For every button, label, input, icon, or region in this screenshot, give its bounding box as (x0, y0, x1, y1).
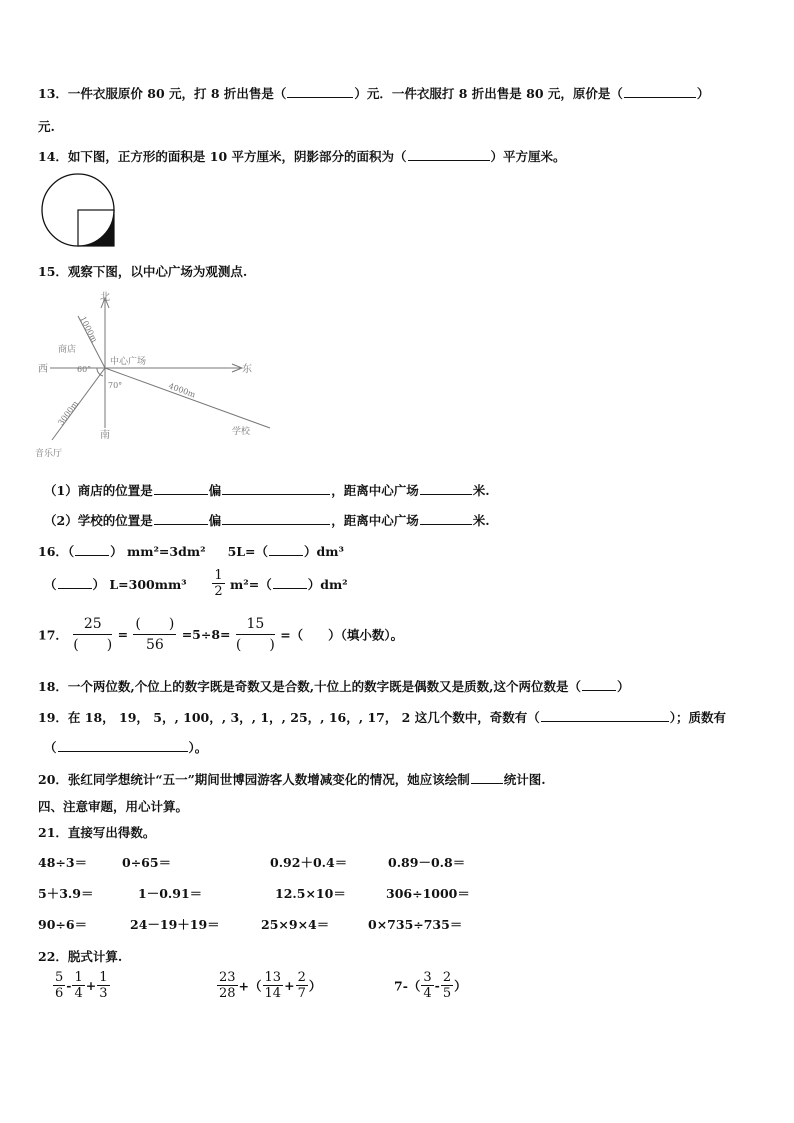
question-19-line2: （ ）。 (44, 740, 208, 755)
calc-item: 24－19＋19＝ (130, 917, 220, 932)
answer-blank[interactable] (154, 512, 208, 525)
expression-1: $\frac{5}{6}$ - $\frac{1}{4}$ + $\frac{1}{3}$ (55, 970, 108, 1001)
question-13-line2: 元. (38, 119, 55, 134)
answer-blank[interactable] (471, 771, 503, 784)
fraction: $\frac{5}{6}$ (55, 970, 64, 1001)
section-heading: 四、注意审题，用心计算。 (38, 799, 189, 814)
music-hall-distance-label: 3000m (56, 399, 81, 428)
fraction-one-half: $\frac{1}{2}$ (214, 568, 223, 599)
answer-blank[interactable] (273, 576, 307, 589)
calc-item: 12.5×10＝ (275, 886, 346, 901)
expression-3: 7-（ $\frac{3}{4}$ - $\frac{2}{5}$ ） (394, 970, 467, 1001)
shop-label: 商店 (58, 345, 77, 355)
school-angle-label: 70° (108, 381, 123, 390)
question-19-line1: 19．在 18， 19， 5，, 100，, 3，, 1，, 25，, 16，, 17， 2 这几个数中，奇数有（ ）；质数有 (38, 710, 727, 725)
calc-item: 5＋3.9＝ (38, 886, 94, 901)
calc-item: 48÷3＝ (38, 855, 88, 870)
shop-angle-label: 60° (77, 365, 92, 374)
question-16-line2: （ ） L=300mm³ $\frac{1}{2}$ m²=（ ）dm² (44, 568, 348, 599)
center-label: 中心广场 (110, 357, 147, 367)
answer-blank[interactable] (420, 512, 472, 525)
music-hall-label: 音乐厅 (35, 449, 63, 459)
question-16-line1: 16．（ ） mm²=3dm² 5L=（ ）dm³ (38, 544, 344, 559)
fraction: $\frac{1}{3}$ (99, 970, 108, 1001)
school-label: 学校 (232, 427, 251, 437)
calc-item: 0.89－0.8＝ (388, 855, 466, 870)
school-distance-label: 4000m (167, 381, 197, 400)
fraction: $\frac{2}{5}$ (442, 970, 452, 1001)
fraction: $\frac{3}{4}$ (423, 970, 432, 1001)
calc-item: 0÷65＝ (122, 855, 172, 870)
fraction: $\frac{2}{7}$ (297, 970, 306, 1001)
shop-distance-label: 1000m (78, 314, 99, 344)
answer-blank[interactable] (624, 85, 696, 98)
answer-blank[interactable] (75, 543, 109, 556)
question-20: 20．张红同学想统计“五一”期间世博园游客人数增减变化的情况，她应该绘制 统计图. (38, 772, 546, 787)
calc-item: 1－0.91＝ (138, 886, 203, 901)
question-22-title: 22．脱式计算. (38, 949, 123, 964)
question-15-part2: （2）学校的位置是 偏 ，距离中心广场 米. (44, 513, 490, 528)
circle-square-figure (40, 172, 120, 252)
answer-blank[interactable] (222, 512, 330, 525)
question-18: 18．一个两位数,个位上的数字既是奇数又是合数,十位上的数字既是偶数又是质数,这个两位数是（ ） (38, 679, 630, 694)
fraction: $\frac{23}{28}$ (219, 970, 236, 1001)
answer-blank[interactable] (58, 739, 188, 752)
calc-item: 306÷1000＝ (386, 886, 470, 901)
question-17: 17． $\frac{25}{( )}$ = $\frac{( )}{56}$ =5÷8= $\frac{15}{( )}$ =（ ）（填小数）。 (38, 616, 404, 653)
fraction: $\frac{1}{4}$ (74, 970, 83, 1001)
fraction-3: $\frac{15}{( )}$ (235, 616, 275, 653)
question-21-title: 21．直接写出得数。 (38, 825, 156, 840)
fraction: $\frac{13}{14}$ (264, 970, 282, 1001)
direction-diagram (30, 288, 280, 463)
answer-blank[interactable] (58, 576, 92, 589)
answer-blank[interactable] (287, 85, 353, 98)
calc-item: 90÷6＝ (38, 917, 88, 932)
answer-blank[interactable] (154, 482, 208, 495)
fraction-1: $\frac{25}{( )}$ (73, 616, 113, 653)
question-13-line1: 13．一件衣服原价 80 元，打 8 折出售是（ ）元．一件衣服打 8 折出售是 80 元，原价是（ ） (38, 86, 710, 101)
west-label: 西 (38, 364, 48, 375)
expression-2: $\frac{23}{28}$ +（ $\frac{13}{14}$ + $\frac{2}{7}$ ） (219, 970, 322, 1001)
calc-item: 25×9×4＝ (261, 917, 330, 932)
school-ray (105, 368, 270, 428)
question-15-part1: （1）商店的位置是 偏 ，距离中心广场 米. (44, 483, 490, 498)
north-label: 北 (100, 292, 110, 303)
calc-item: 0.92＋0.4＝ (270, 855, 348, 870)
answer-blank[interactable] (269, 543, 303, 556)
question-15-title: 15．观察下图，以中心广场为观测点. (38, 264, 248, 279)
question-14: 14．如下图，正方形的面积是 10 平方厘米，阴影部分的面积为（ ）平方厘米。 (38, 149, 566, 164)
south-label: 南 (100, 430, 110, 441)
answer-blank[interactable] (420, 482, 472, 495)
answer-blank[interactable] (222, 482, 330, 495)
east-label: 东 (242, 364, 252, 375)
fraction-2: $\frac{( )}{56}$ (135, 616, 175, 653)
answer-blank[interactable] (541, 709, 669, 722)
answer-blank[interactable] (408, 148, 490, 161)
calc-item: 0×735÷735＝ (368, 917, 463, 932)
answer-blank[interactable] (582, 678, 616, 691)
